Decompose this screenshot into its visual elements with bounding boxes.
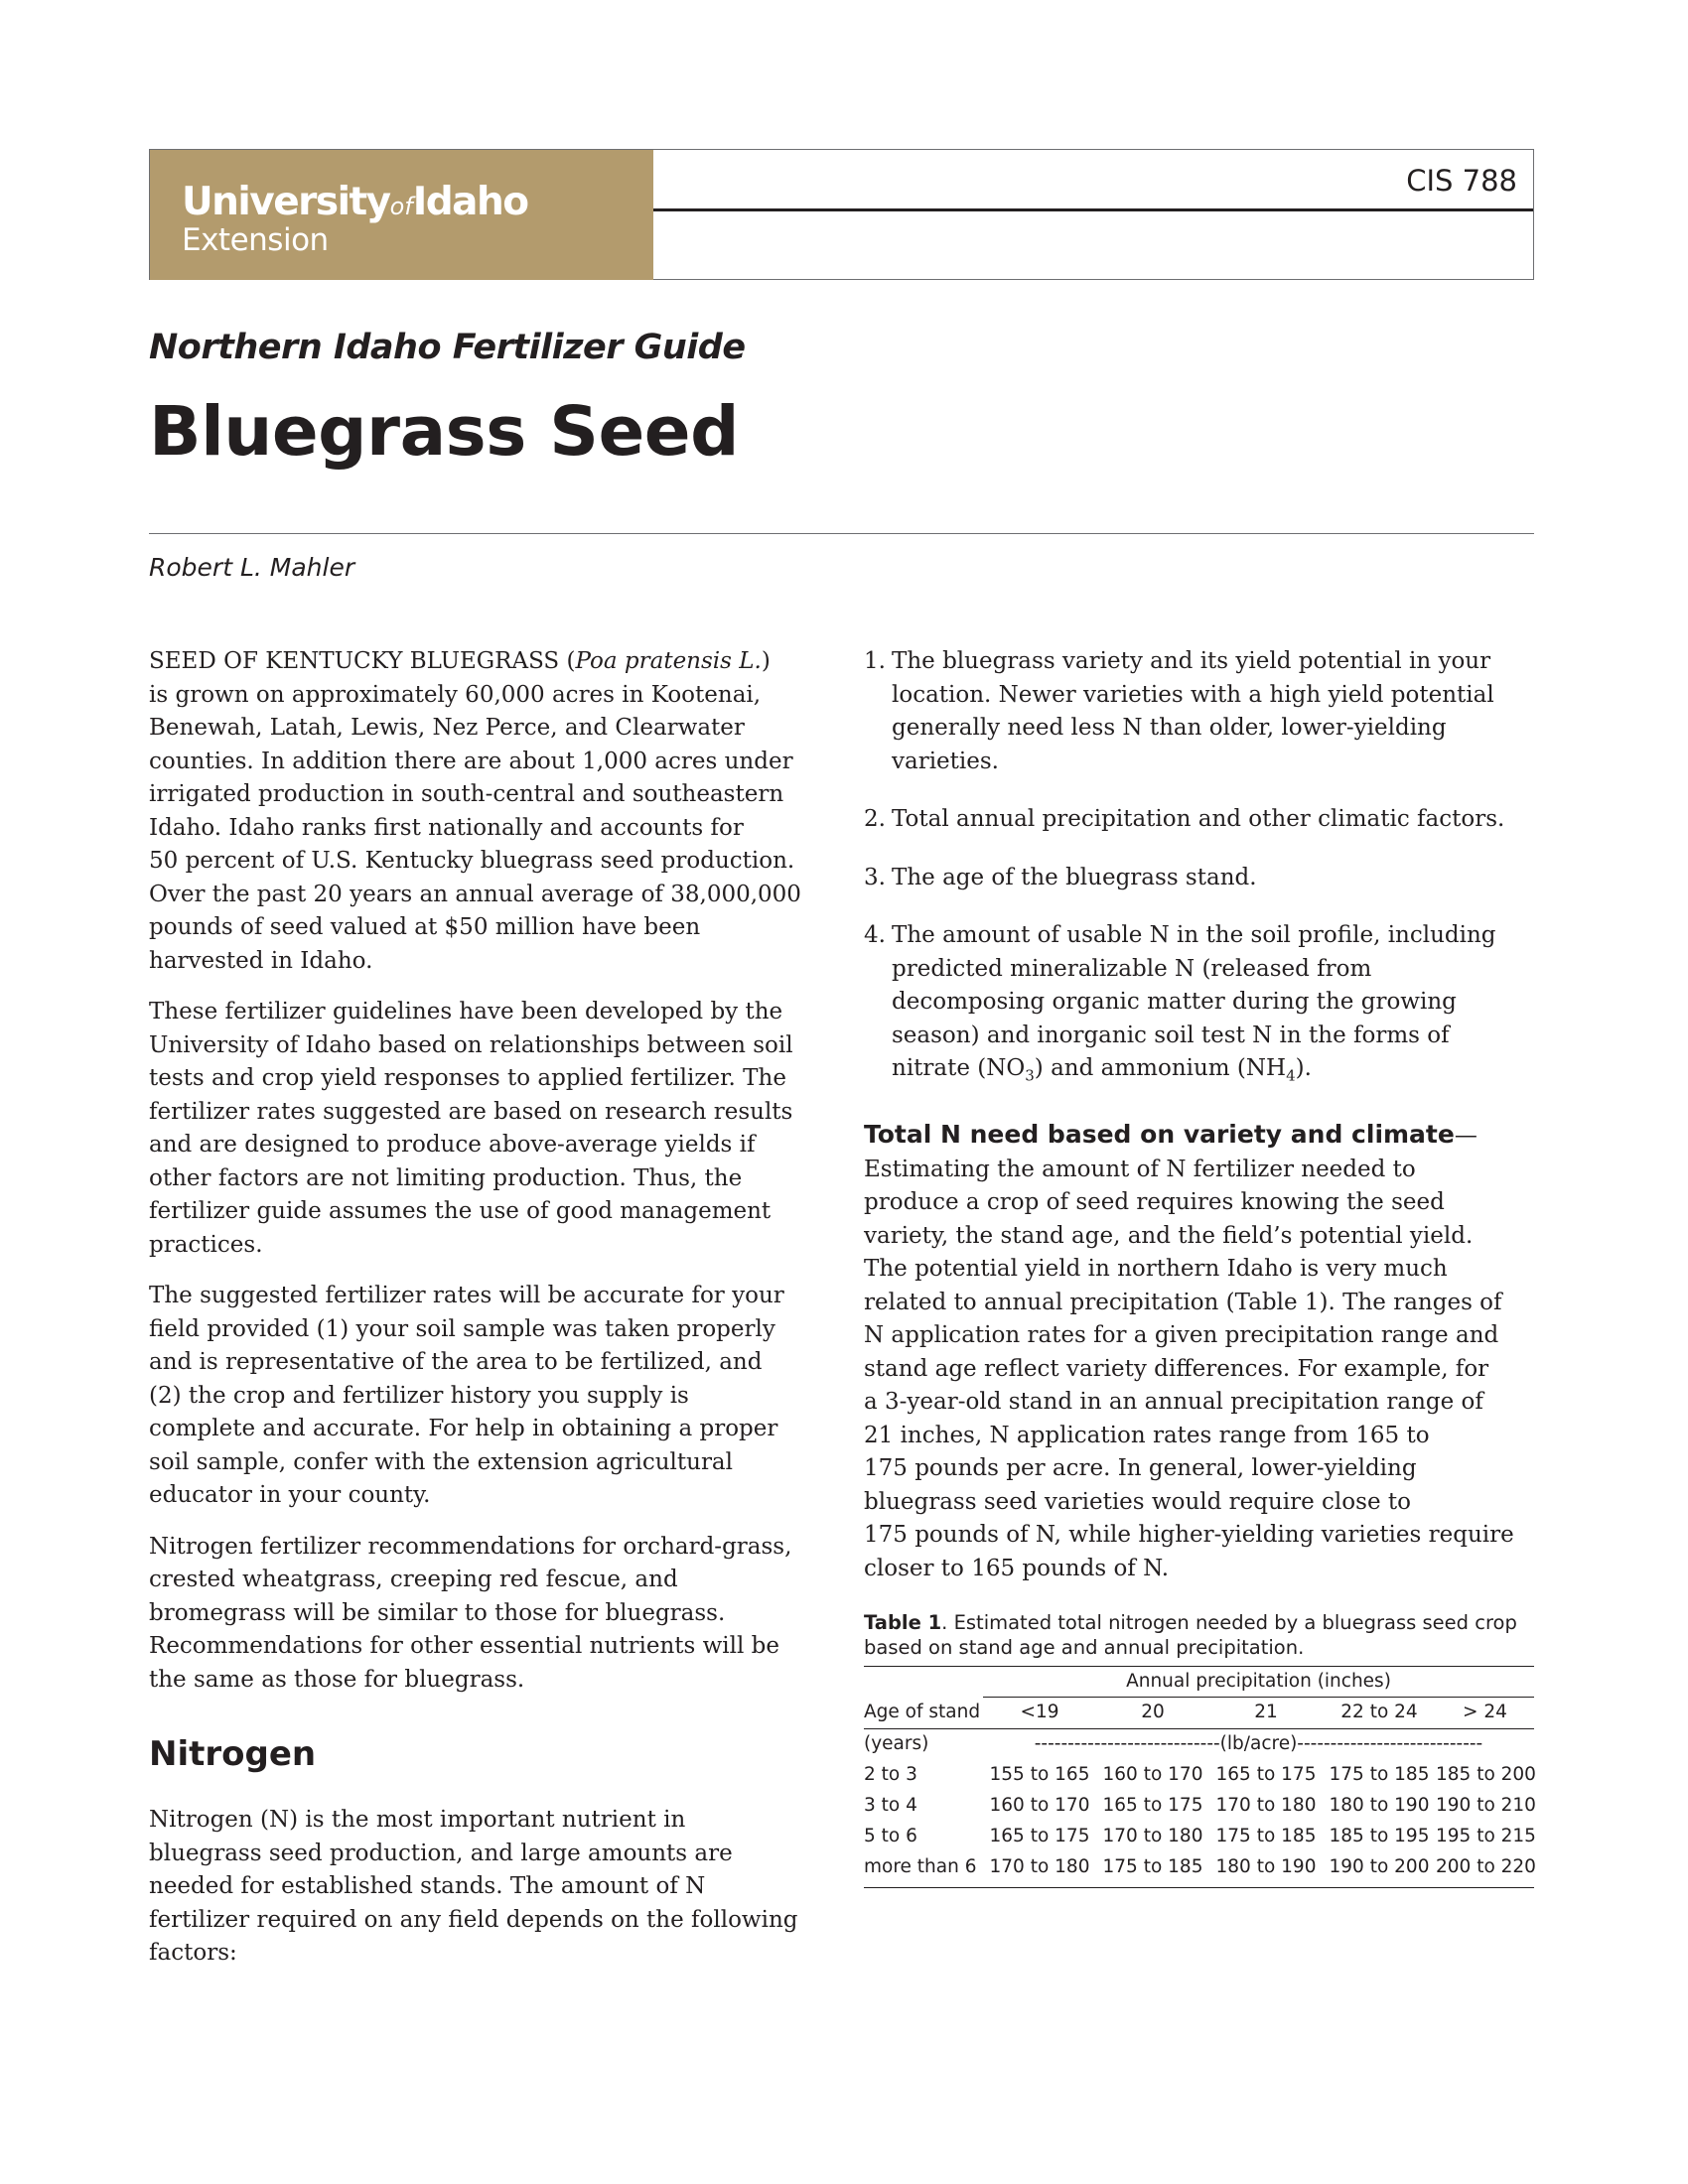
text-line: and are designed to produce above-average yields if (149, 1132, 756, 1158)
text-line: closer to 165 pounds of N. (864, 1555, 1170, 1581)
text-line: 21 inches, N application rates range from 165 to (864, 1422, 1430, 1448)
text-line: 4. The amount of usable N in the soil profile, including (864, 922, 1496, 948)
table-cell: 190 to 210 (1436, 1795, 1536, 1816)
column-header: <19 (1020, 1702, 1059, 1722)
table-cell: 200 to 220 (1436, 1856, 1536, 1877)
left-column (149, 645, 829, 1988)
text-line: irrigated production in south-central and southeastern (149, 781, 784, 807)
table-cell: 165 to 175 (1102, 1795, 1203, 1816)
text-line: These fertilizer guidelines have been developed by the (149, 999, 783, 1024)
factor-list-item (864, 919, 1539, 1093)
text-line: field provided (1) your soil sample was taken properly (149, 1315, 775, 1342)
text-line: predicted mineralizable N (released from (892, 955, 1372, 982)
text-line: 1. The bluegrass variety and its yield potential in your (864, 648, 1491, 674)
text-line: pounds of seed valued at $50 million have been (149, 914, 701, 940)
table-row (864, 1791, 1534, 1822)
table-cell: 175 to 185 (1102, 1856, 1203, 1877)
table-cell: 2 to 3 (864, 1764, 917, 1785)
table-cell: 170 to 180 (989, 1856, 1090, 1877)
text-line: season) and inorganic soil test N in the forms of (892, 1022, 1450, 1048)
text-line: 2. Total annual precipitation and other climatic factors. (864, 806, 1505, 832)
table-cell: 175 to 185 (1215, 1826, 1317, 1846)
text-line: needed for established stands. The amount of N (149, 1873, 706, 1899)
caption-line: Table 1. Estimated total nitrogen needed by a bluegrass seed crop (864, 1611, 1517, 1634)
university-of-idaho-extension-logo (150, 150, 653, 280)
text-line: other factors are not limiting production. Thus, the (149, 1164, 743, 1191)
text-line: Idaho. Idaho ranks first nationally and accounts for (149, 814, 744, 841)
text-line: educator in your county. (149, 1482, 431, 1508)
table-row (864, 1822, 1534, 1852)
text-line: 3. The age of the bluegrass stand. (864, 864, 1257, 890)
text-line: complete and accurate. For help in obtaining a proper (149, 1416, 778, 1441)
text-line: fertilizer required on any field depends on the following (149, 1906, 798, 1933)
table-caption (864, 1610, 1539, 1660)
table-cell: 190 to 200 (1329, 1856, 1430, 1877)
table-cell: 180 to 190 (1215, 1856, 1317, 1877)
column-header: 20 (1141, 1702, 1165, 1722)
text-line: decomposing organic matter during the growing (892, 989, 1457, 1015)
text-line: practices. (149, 1231, 263, 1258)
text-line: factors: (149, 1940, 237, 1966)
nitrogen-heading: Nitrogen (149, 1734, 317, 1774)
factor-list-item (864, 645, 1539, 778)
text-line: bluegrass seed varieties would require close to (864, 1488, 1411, 1515)
table-bottom-rule (864, 1887, 1534, 1888)
text-line: 175 pounds of N, while higher-yielding varieties require (864, 1522, 1514, 1549)
table-cell: more than 6 (864, 1856, 977, 1877)
text-line: the same as those for bluegrass. (149, 1666, 525, 1693)
intro-paragraph (149, 645, 829, 978)
text-line: Recommendations for other essential nutrients will be (149, 1633, 780, 1659)
text-line: harvested in Idaho. (149, 947, 373, 974)
text-line: is grown on approximately 60,000 acres in Kootenai, (149, 681, 762, 708)
factor-list-item (864, 862, 1539, 895)
nitrogen-paragraph (149, 1804, 829, 1971)
text-line: fertilizer guide assumes the use of good management (149, 1198, 772, 1224)
text-line: generally need less N than older, lower-yielding (892, 715, 1447, 741)
masthead (149, 149, 1534, 280)
text-line: Estimating the amount of N fertilizer needed to (864, 1156, 1416, 1182)
text-line: fertilizer rates suggested are based on research results (149, 1098, 793, 1125)
text-line: University of Idaho based on relationships between soil (149, 1031, 793, 1058)
text-line: produce a crop of seed requires knowing the seed (864, 1189, 1445, 1216)
right-column (864, 645, 1539, 1603)
text-line: 175 pounds per acre. In general, lower-yielding (864, 1455, 1417, 1482)
text-line: bluegrass seed production, and large amounts are (149, 1840, 733, 1866)
header-divider (653, 208, 1533, 211)
units-years: (years) (864, 1733, 929, 1754)
text-line: (2) the crop and fertilizer history you supply is (149, 1382, 689, 1409)
text-line: a 3-year-old stand in an annual precipitation range of (864, 1389, 1483, 1416)
text-line: soil sample, confer with the extension agricultural (149, 1448, 734, 1475)
text-line: SEED OF KENTUCKY BLUEGRASS (Poa pratensis L.) (149, 648, 771, 674)
text-line: The potential yield in northern Idaho is very much (864, 1256, 1448, 1283)
table-column-header (864, 1698, 1534, 1728)
table-cell: 180 to 190 (1329, 1795, 1430, 1816)
column-header: > 24 (1463, 1702, 1507, 1722)
table-row (864, 1852, 1534, 1883)
text-line: Benewah, Latah, Lewis, Nez Perce, and Clearwater (149, 715, 745, 741)
text-line: Nitrogen fertilizer recommendations for orchard-grass, (149, 1533, 792, 1560)
text-line: Nitrogen (N) is the most important nutrient in (149, 1807, 686, 1833)
table-units-row (864, 1729, 1534, 1760)
guidelines-paragraph (149, 996, 829, 1262)
publication-number: CIS 788 (1406, 164, 1517, 198)
table-cell: 175 to 185 (1329, 1764, 1430, 1785)
column-header: 22 to 24 (1340, 1702, 1418, 1722)
table-cell: 195 to 215 (1436, 1826, 1536, 1846)
text-line: and is representative of the area to be fertilized, and (149, 1349, 763, 1375)
table-cell: 5 to 6 (864, 1826, 917, 1846)
text-line: location. Newer varieties with a high yield potential (892, 681, 1494, 708)
table-cell: 170 to 180 (1102, 1826, 1203, 1846)
author-name: Robert L. Mahler (149, 553, 355, 582)
text-line: crested wheatgrass, creeping red fescue, and (149, 1567, 678, 1592)
other-grasses-paragraph (149, 1531, 829, 1698)
precipitation-header: Annual precipitation (inches) (1126, 1671, 1391, 1692)
text-line: varieties. (892, 748, 999, 774)
table-cell: 170 to 180 (1215, 1795, 1317, 1816)
table-group-header (864, 1667, 1534, 1698)
text-line: tests and crop yield responses to applied fertilizer. The (149, 1065, 786, 1091)
text-line: The suggested fertilizer rates will be accurate for your (149, 1283, 784, 1308)
text-line: counties. In addition there are about 1,000 acres under (149, 748, 793, 774)
table-cell: 155 to 165 (989, 1764, 1090, 1785)
nitrogen-table (864, 1666, 1534, 1888)
text-line: nitrate $(NO_3)$ and ammonium $(NH_4)$. (892, 1055, 1312, 1085)
units-lb-acre: ----------------------------(lb/acre)---------------------------- (1034, 1733, 1483, 1754)
text-line: Over the past 20 years an annual average of 38,000,000 (149, 881, 801, 907)
table-cell: 3 to 4 (864, 1795, 917, 1816)
section-heading: Total N need based on variety and climate— (864, 1120, 1477, 1150)
table-row (864, 1760, 1534, 1791)
column-header: 21 (1254, 1702, 1278, 1722)
text-line: stand age reflect variety differences. For example, for (864, 1355, 1489, 1382)
table-cell: 160 to 170 (989, 1795, 1090, 1816)
text-line: N application rates for a given precipitation range and (864, 1322, 1499, 1349)
factor-list-item (864, 803, 1539, 837)
text-line: bromegrass will be similar to those for bluegrass. (149, 1599, 726, 1626)
text-line: related to annual precipitation (Table 1). The ranges of (864, 1289, 1502, 1315)
title-divider (149, 533, 1534, 534)
table-cell: 165 to 175 (1215, 1764, 1317, 1785)
table-cell: 185 to 195 (1329, 1826, 1430, 1846)
table-cell: 165 to 175 (989, 1826, 1090, 1846)
page-title: Bluegrass Seed (149, 392, 739, 472)
accuracy-paragraph (149, 1280, 829, 1513)
caption-line: based on stand age and annual precipitation. (864, 1636, 1305, 1659)
total-n-section (864, 1118, 1539, 1585)
age-of-stand-header: Age of stand (864, 1702, 981, 1722)
table-cell: 160 to 170 (1102, 1764, 1203, 1785)
text-line: 50 percent of U.S. Kentucky bluegrass seed production. (149, 848, 795, 874)
text-line: variety, the stand age, and the field’s potential yield. (864, 1222, 1474, 1249)
series-title: Northern Idaho Fertilizer Guide (149, 328, 746, 367)
logo-wordmark: UniversityofIdaho (182, 180, 528, 224)
logo-extension: Extension (182, 222, 329, 258)
table-cell: 185 to 200 (1436, 1764, 1536, 1785)
